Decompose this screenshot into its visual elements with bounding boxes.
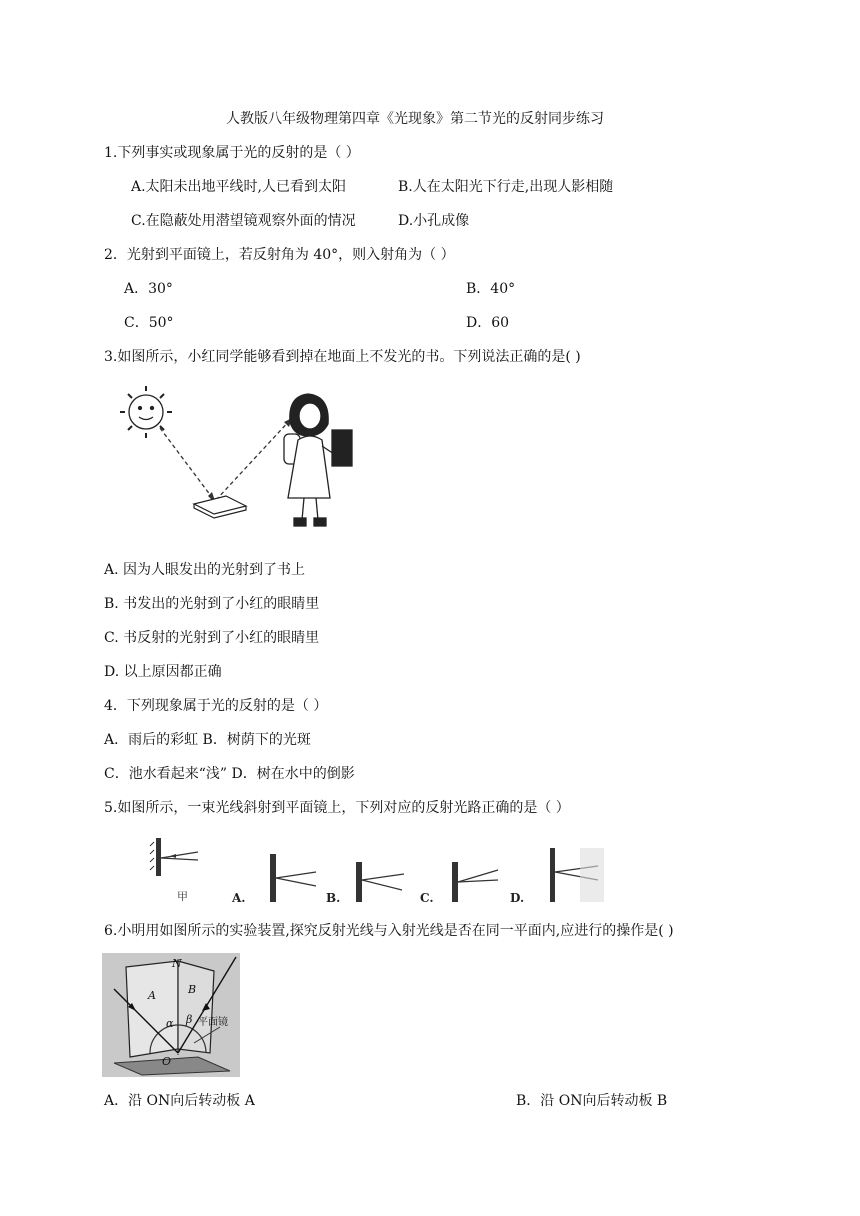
option-d-mirror	[550, 848, 604, 902]
mirror-options-figure	[140, 832, 610, 912]
q6-option-b: B．沿 ON向后转动板 B	[516, 1093, 668, 1109]
mirror-label: 平面镜	[198, 1017, 228, 1028]
q1-stem: 1.下列事实或现象属于光的反射的是（ ）	[104, 145, 360, 161]
sun-book-girl-figure	[108, 382, 358, 537]
q2-stem: 2．光射到平面镜上，若反射角为 40°，则入射角为（ ）	[104, 247, 455, 263]
q6-option-a: A．沿 ON向后转动板 A	[104, 1093, 255, 1109]
option-c-mirror	[452, 862, 498, 902]
reflection-experiment-figure	[102, 953, 240, 1077]
point-label-o: O	[162, 1055, 172, 1068]
q6-stem: 6.小明用如图所示的实验装置,探究反射光线与入射光线是否在同一平面内,应进行的操作是( )	[104, 923, 674, 939]
board-label-b: B	[188, 983, 197, 996]
option-a-mirror	[270, 854, 316, 902]
page-title: 人教版八年级物理第四章《光现象》第二节光的反射同步练习	[226, 111, 604, 127]
q2-option-d: D．60	[466, 315, 510, 331]
q3-option-c: C. 书反射的光射到了小红的眼睛里	[104, 630, 320, 646]
book-icon	[194, 496, 246, 518]
q1-option-b: B.人在太阳光下行走,出现人影相随	[398, 179, 614, 195]
q3-option-a: A. 因为人眼发出的光射到了书上	[104, 562, 306, 578]
normal-label-n: N	[172, 957, 182, 970]
q2-option-b: B．40°	[466, 281, 516, 297]
q4-stem: 4．下列现象属于光的反射的是（ ）	[104, 698, 328, 714]
q3-option-b: B. 书发出的光射到了小红的眼睛里	[104, 596, 320, 612]
q4-options-ab: A．雨后的彩虹 B．树荫下的光斑	[104, 732, 311, 748]
q2-option-a: A．30°	[124, 281, 173, 297]
q1-option-c: C.在隐蔽处用潜望镜观察外面的情况	[131, 213, 356, 229]
angle-label-alpha: α	[166, 1017, 174, 1030]
reference-mirror	[150, 838, 198, 876]
option-c-label: C.	[420, 891, 434, 905]
reference-figure-label: 甲	[177, 890, 188, 903]
q1-option-a: A.太阳未出地平线时,人已看到太阳	[131, 179, 347, 195]
q1-option-d: D.小孔成像	[398, 213, 470, 229]
board-label-a: A	[148, 989, 156, 1002]
sun-icon	[120, 386, 172, 438]
q3-option-d: D. 以上原因都正确	[104, 664, 222, 680]
q3-stem: 3.如图所示，小红同学能够看到掉在地面上不发光的书。下列说法正确的是( )	[104, 349, 581, 365]
option-a-label: A.	[232, 891, 246, 905]
angle-label-beta: β	[186, 1013, 193, 1026]
q5-stem: 5.如图所示，一束光线斜射到平面镜上，下列对应的反射光路正确的是（ ）	[104, 800, 570, 816]
option-b-mirror	[356, 862, 404, 902]
option-b-label: B.	[326, 891, 341, 905]
q2-option-c: C．50°	[124, 315, 174, 331]
girl-icon	[284, 394, 352, 526]
option-d-label: D.	[510, 891, 525, 905]
q4-options-cd: C．池水看起来“浅” D．树在水中的倒影	[104, 766, 355, 782]
